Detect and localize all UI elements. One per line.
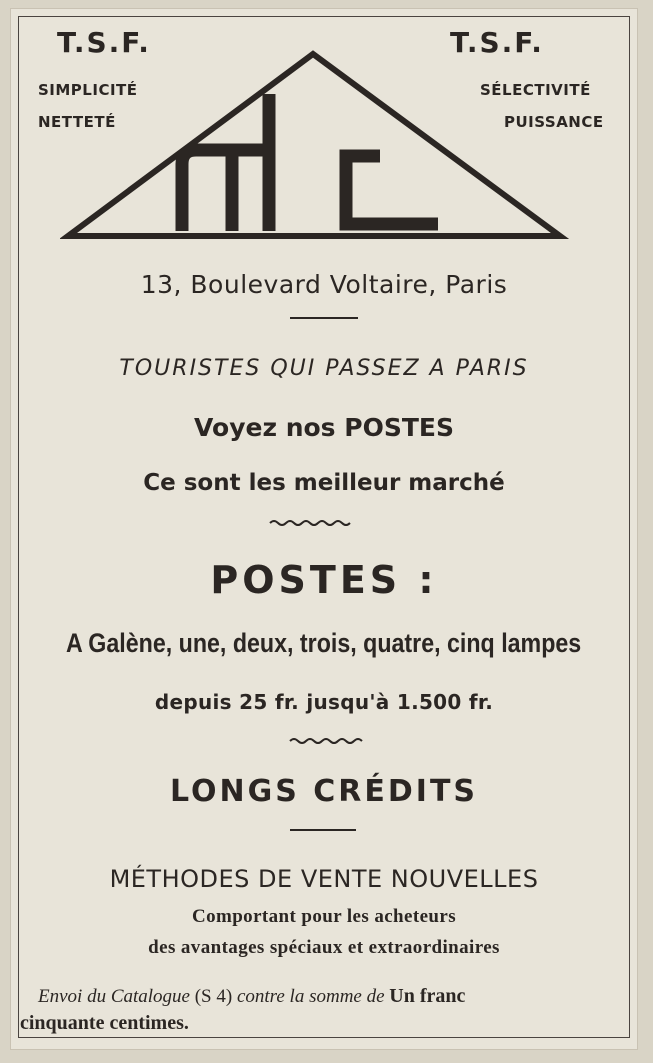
nettete-label: NETTETÉ [38,113,116,131]
tsf-right-title: T.S.F. [450,26,544,59]
divider [290,317,358,319]
catalogue-part1: Envoi du Catalogue [38,986,190,1007]
meilleur-marche: Ce sont les meilleur marché [143,470,505,496]
simplicite-label: SIMPLICITÉ [38,81,138,99]
sales-methods-line1: Comportant pour les acheteurs [191,906,457,927]
sales-methods-title: MÉTHODES DE VENTE NOUVELLES [109,865,539,893]
lamp-types: A Galène, une, deux, trois, quatre, cinq lampes [66,628,582,658]
divider [290,829,356,831]
ac-triangle-logo [60,46,570,246]
catalogue-offer [20,983,618,1037]
long-credits: LONGS CRÉDITS [169,774,479,809]
sales-methods-line2: des avantages spéciaux et extraordinaires [148,937,500,958]
catalogue-code: (S 4) [194,986,233,1007]
selectivite-label: SÉLECTIVITÉ [480,81,591,99]
postes-title: POSTES : [210,558,438,602]
address: 13, Boulevard Voltaire, Paris [140,270,508,299]
catalogue-part3: contre la somme de [236,986,385,1007]
voyez-postes: Voyez nos POSTES [194,413,454,442]
catalogue-price-cont: cinquante centimes. [20,1012,189,1034]
tourists-heading: TOURISTES QUI PASSEZ A PARIS [119,356,529,381]
lamp-types-wrap [10,628,638,659]
puissance-label: PUISSANCE [504,113,604,131]
advertisement-page [10,8,638,1050]
price-range: depuis 25 fr. jusqu'à 1.500 fr. [154,690,494,714]
wavy-divider [268,518,352,528]
wavy-divider [288,736,368,746]
tsf-left-title: T.S.F. [57,26,151,59]
catalogue-price: Un franc [389,985,466,1007]
